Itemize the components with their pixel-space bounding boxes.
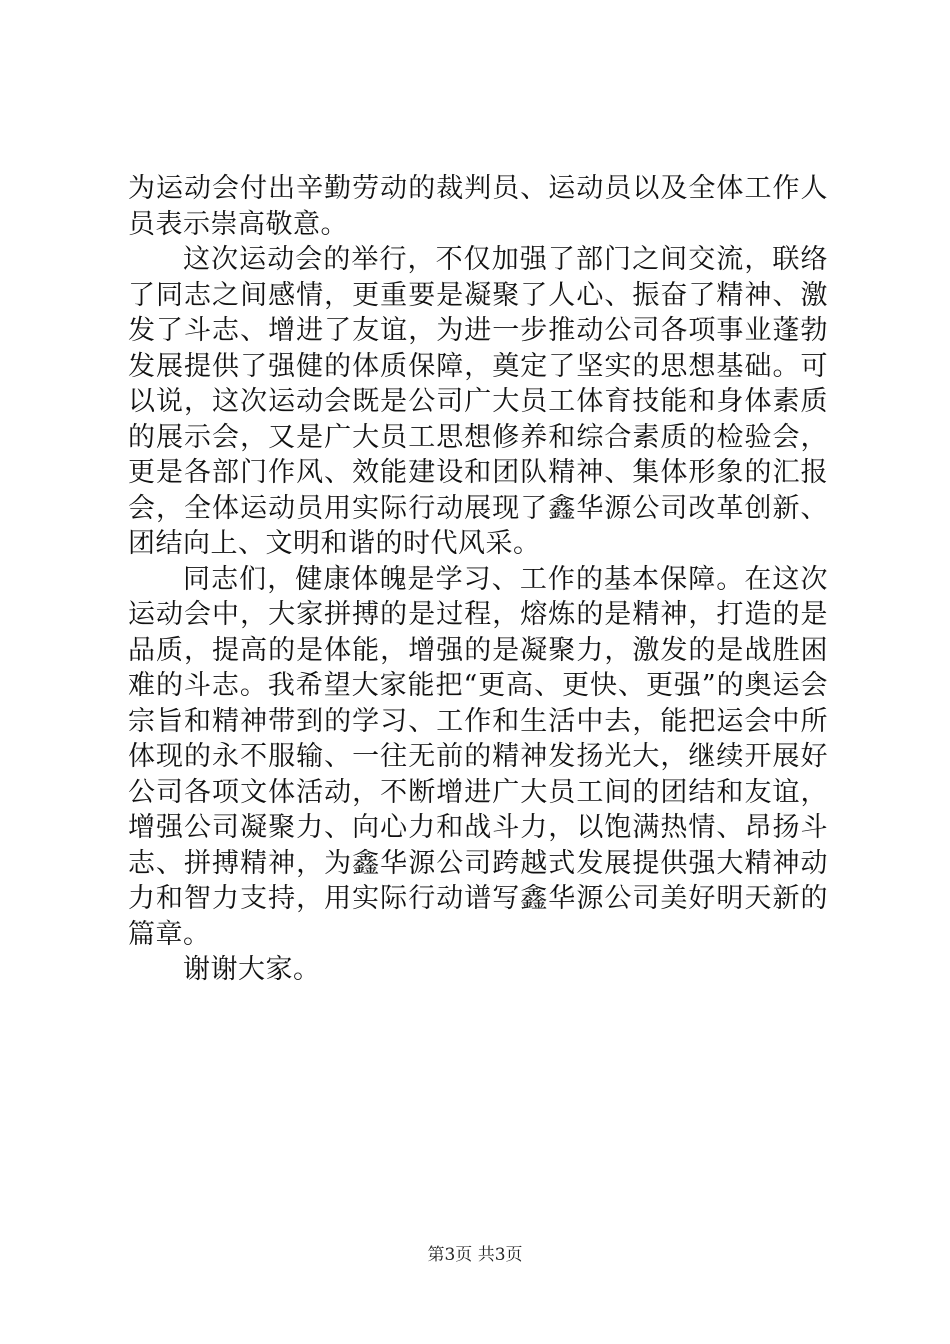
paragraph-continuation: 为运动会付出辛勤劳动的裁判员、运动员以及全体工作人员表示崇高敬意。: [128, 173, 828, 240]
page-footer: [0, 1244, 950, 1266]
paragraph-comrades-appeal: 同志们，健康体魄是学习、工作的基本保障。在这次运动会中，大家拼搏的是过程，熔炼的是精神，打造的是品质，提高的是体能，增强的是凝聚力，激发的是战胜困难的斗志。我希望大家能把“更高、更快、更强”的奥运会宗旨和精神带到的学习、工作和生活中去，能把运会中所体现的永不服输、一往无前的精神发扬光大，继续开展好公司各项文体活动，不断增进广大员工间的团结和友谊，增强公司凝聚力、向心力和战斗力，以饱满热情、昂扬斗志、拼搏精神，为鑫华源公司跨越式发展提供强大精神动力和智力支持，用实际行动谱写鑫华源公司美好明天新的篇章。: [128, 563, 828, 950]
page-number-label: 第3页 共3页: [427, 1245, 523, 1265]
document-body: [128, 171, 828, 988]
paragraph-thanks: 谢谢大家。: [183, 954, 321, 985]
paragraph-sports-meet-significance: 这次运动会的举行，不仅加强了部门之间交流，联络了同志之间感情，更重要是凝聚了人心、振奋了精神、激发了斗志、增进了友谊，为进一步推动公司各项事业蓬勃发展提供了强健的体质保障，奠定了坚实的思想基础。可以说，这次运动会既是公司广大员工体育技能和身体素质的展示会，又是广大员工思想修养和综合素质的检验会，更是各部门作风、效能建设和团队精神、集体形象的汇报会，全体运动员用实际行动展现了鑫华源公司改革创新、团结向上、文明和谐的时代风采。: [128, 244, 828, 559]
